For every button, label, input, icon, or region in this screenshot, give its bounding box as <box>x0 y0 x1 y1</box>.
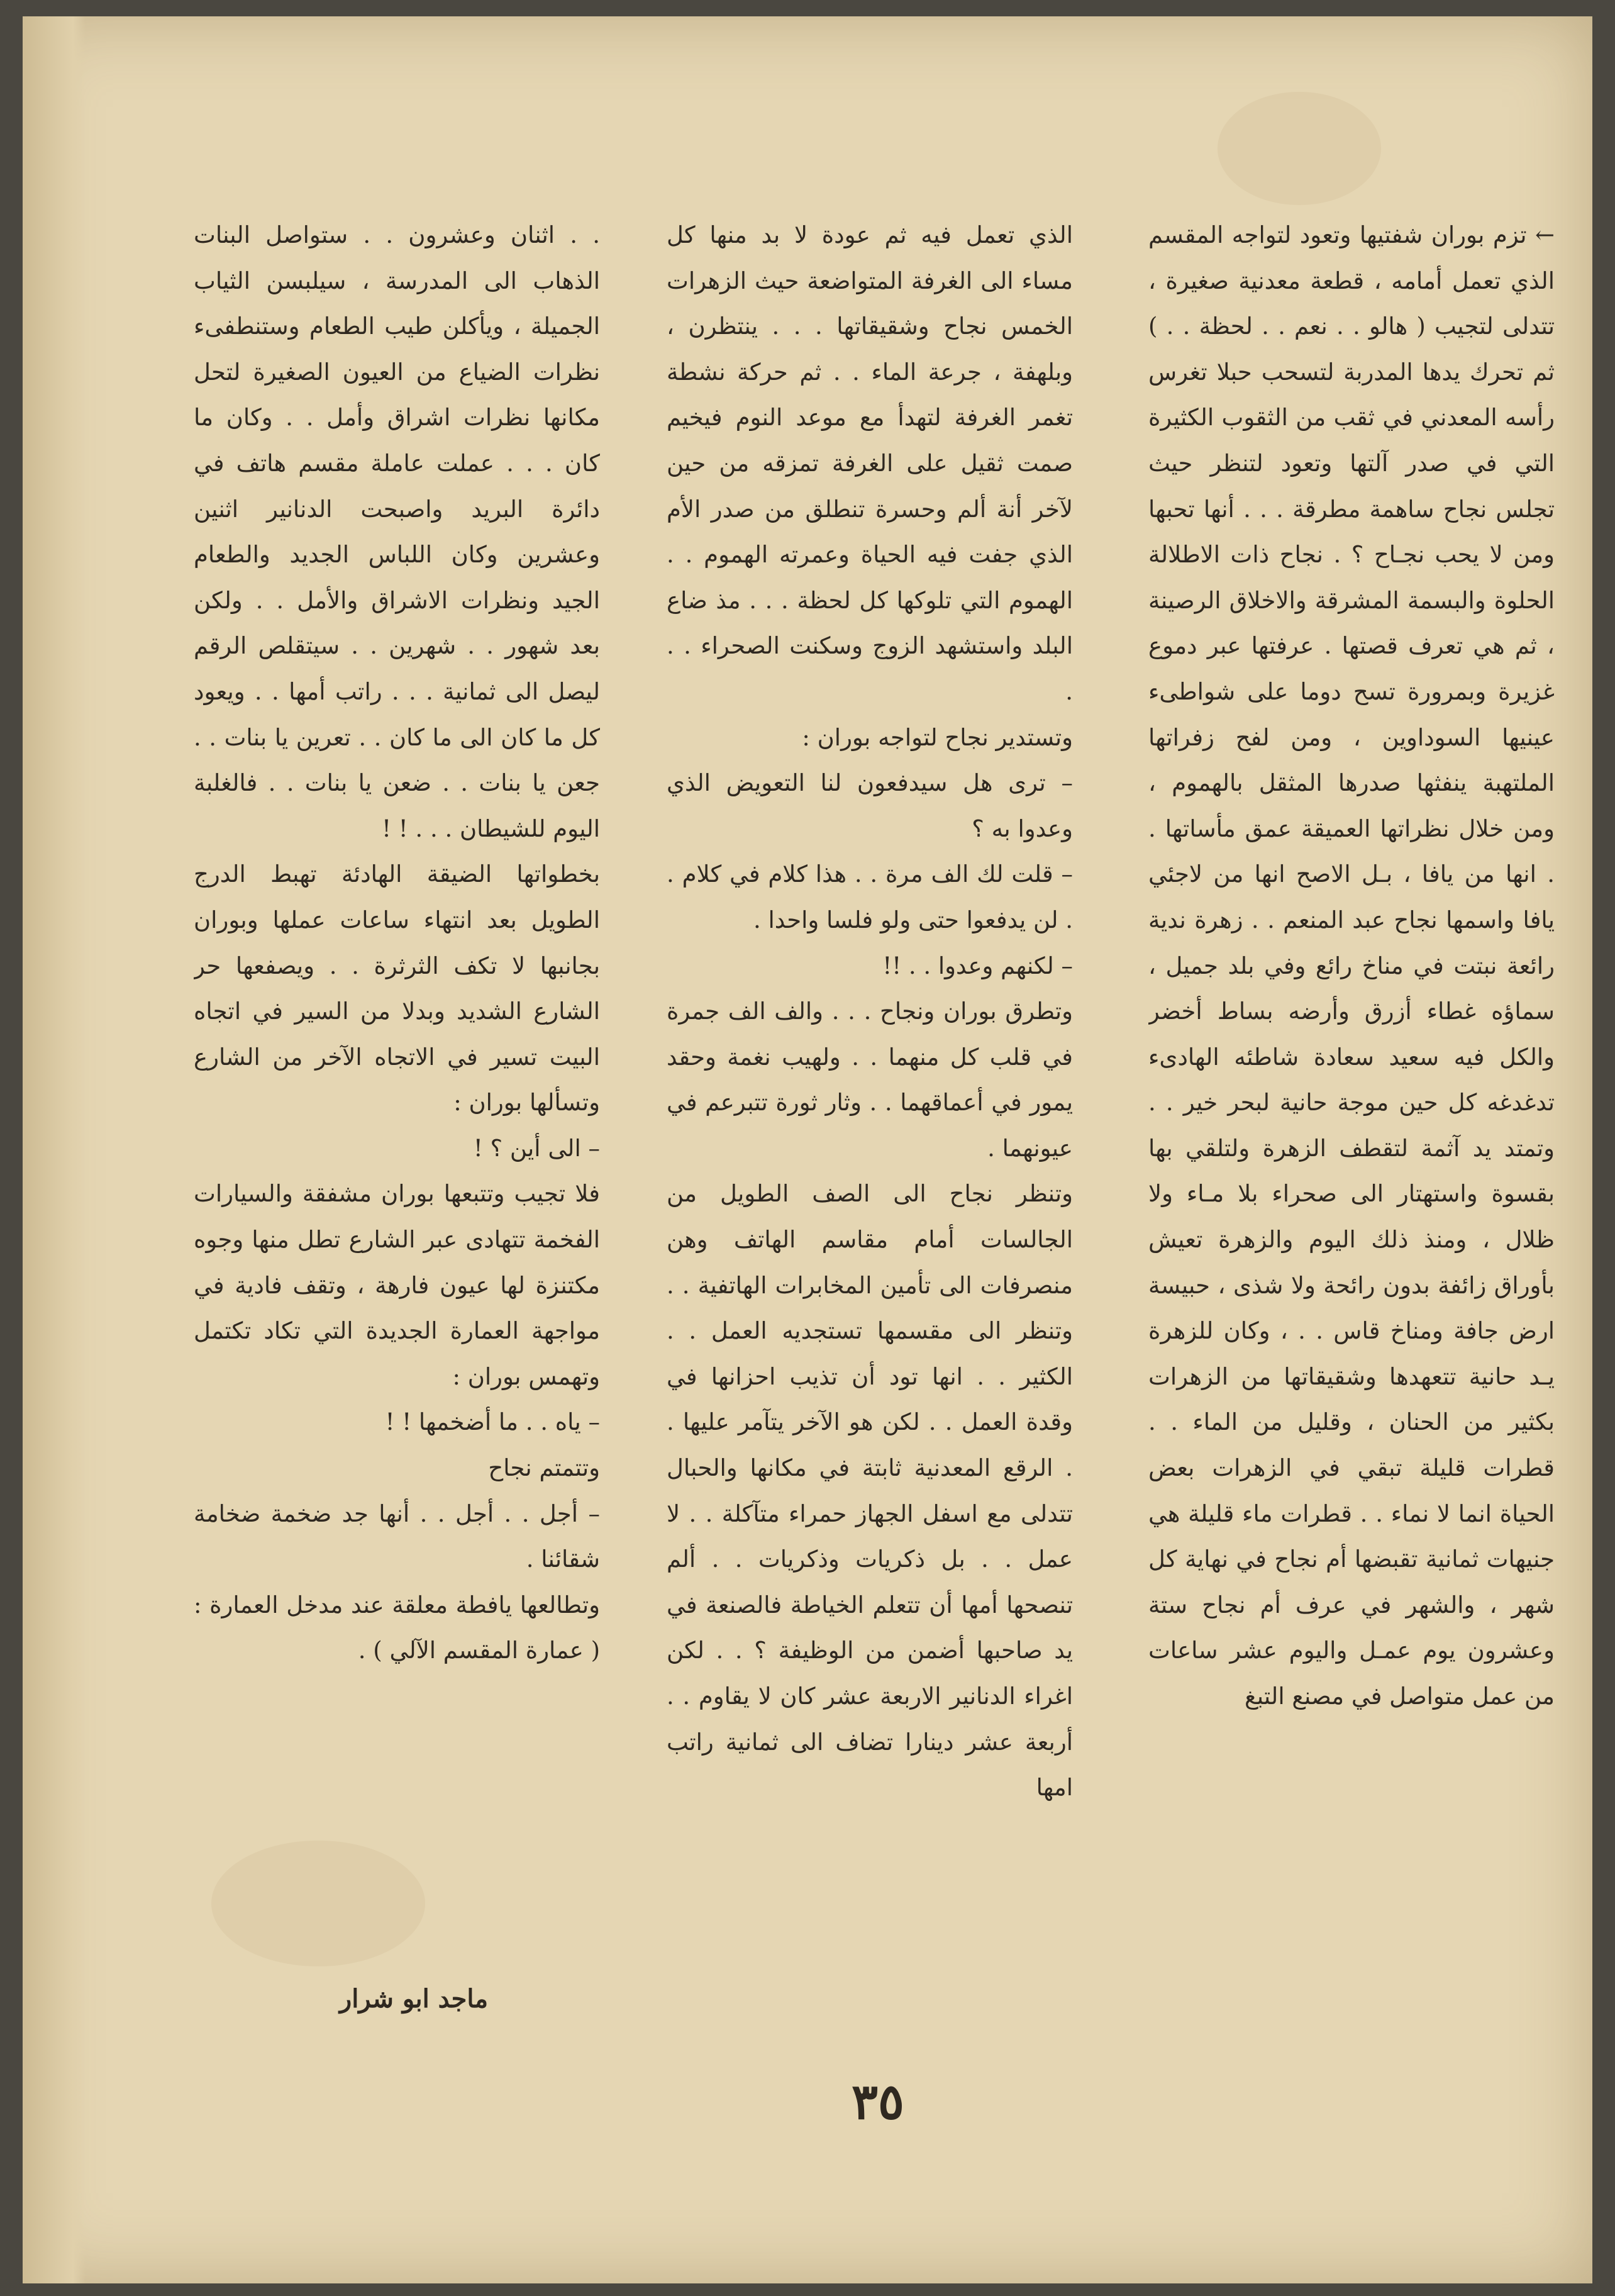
article-column-middle <box>667 213 1073 1892</box>
paragraph: فلا تجيب وتتبعها بوران مشفقة والسيارات الفخمة تتهادى عبر الشارع تطل منها وجوه مكتنزة لها عيون فارهة ، وتقف فادية في مواجهة العمارة الجديدة التي تكاد تكتمل وتهمس بوران : <box>194 1180 600 1390</box>
paragraph: . . اثنان وعشرون . . ستواصل البنات الذهاب الى المدرسة ، سيلبسن الثياب الجميلة ، ويأكلن طيب الطعام وستنطفىء نظرات الضياع من العيون الصغيرة لتحل مكانها نظرات اشراق وأمل . . وكان ما كان . . . عملت عاملة مقسم هاتف في دائرة البريد واصبحت الدنانير اثنين وعشرين وكان اللباس الجديد والطعام الجيد ونظرات الاشراق والأمل . . ولكن بعد شهور . . شهرين . . سيتقلص الرقم ليصل الى ثمانية . . . راتب أمها . . ويعود كل ما كان الى ما كان . . تعرين يا بنات . . جعن يا بنات . . ضعن يا بنات . . فالغلبة اليوم للشيطان . . . ! ! <box>194 221 600 842</box>
paragraph: وتطرق بوران ونجاح . . . والف الف جمرة في قلب كل منهما . . ولهيب نغمة وحقد يمور في أعماقهما . . وثار ثورة تتبرعم في عيونهما . <box>667 998 1073 1162</box>
dialogue-line: – قلت لك الف مرة . . هذا كلام في كلام . . لن يدفعوا حتى ولو فلسا واحدا . <box>667 861 1073 933</box>
paragraph: وتطالعها يافطة معلقة عند مدخل العمارة : ( عمارة المقسم الآلي ) . <box>194 1591 600 1664</box>
dialogue-line: – ترى هل سيدفعون لنا التعويض الذي وعدوا به ؟ <box>667 769 1073 842</box>
dialogue-line: – ياه . . ما أضخمها ! ! <box>385 1408 600 1436</box>
magazine-page <box>23 16 1592 2283</box>
author-signature: ماجد ابو شرار <box>339 1984 488 2014</box>
paragraph: وتتمتم نجاح <box>488 1454 600 1482</box>
paragraph: الذي تعمل فيه ثم عودة لا بد منها كل مساء الى الغرفة المتواضعة حيث الزهرات الخمس نجاح وشقيقاتها . . . ينتظرن ، وبلهفة ، جرعة الماء . . ثم حركة نشطة تغمر الغرفة لتهدأ مع موعد النوم فيخيم صمت ثقيل على الغرفة تمزقه من حين لآخر أنة ألم وحسرة تنطلق من صدر الأم الذي جفت فيه الحياة وعمرته الهموم . . الهموم التي تلوكها كل لحظة . . . مذ ضاع البلد واستشهد الزوج وسكنت الصحراء . . . <box>667 221 1073 705</box>
dialogue-line: – الى أين ؟ ! <box>473 1134 600 1162</box>
article-column-left <box>194 213 600 1892</box>
paragraph: بخطواتها الضيقة الهادئة تهبط الدرج الطويل بعد انتهاء ساعات عملها وبوران بجانبها لا تكف الثرثرة . . ويصفعها حر الشارع الشديد وبدلا من السير في اتجاه البيت تسير في الاتجاه الآخر من الشارع وتسألها بوران : <box>194 861 600 1117</box>
dialogue-line: – أجل . . أجل . . أنها جد ضخمة ضخامة شقائنا . <box>194 1500 600 1573</box>
paragraph: ← تزم بوران شفتيها وتعود لتواجه المقسم الذي تعمل أمامه ، قطعة معدنية صغيرة ، تتدلى لتجيب ( هالو . . نعم . . لحظة . . ) ثم تحرك يدها المدربة لتسحب حبلا تغرس رأسه المعدني في ثقب من الثقوب الكثيرة التي في صدر آلتها وتعود لتنظر حيث تجلس نجاح ساهمة مطرقة . . . أنها تحبها ومن لا يحب نجـاح ؟ . نجاح ذات الاطلالة الحلوة والبسمة المشرقة والاخلاق الرصينة ، ثم هي تعرف قصتها . عرفتها عبر دموع غزيرة وبمرورة تسح دوما على شواطىء عينيها السوداوين ، ومن لفح زفراتها الملتهبة ينفثها صدرها المثقل بالهموم ، ومن خلال نظراتها العميقة عمق مأساتها . . انها من يافا ، بـل الاصح انها من لاجئي يافا واسمها نجاح عبد المنعم . . زهرة ندية رائعة نبتت في مناخ رائع وفي بلد جميل ، سماؤه غطاء أزرق وأرضه بساط أخضر والكل فيه سعيد سعادة شاطئه الهادىء تدغدغه كل حين موجة حانية لبحر خير . . وتمتد يد آثمة لتقطف الزهرة ولتلقي بها بقسوة واستهتار الى صحراء بلا مـاء ولا ظلال ، ومنذ ذلك اليوم والزهرة تعيش بأوراق زائفة بدون رائحة ولا شذى ، حبيسة ارض جافة ومناخ قاس . . ، وكان للزهرة يـد حانية تتعهدها وشقيقاتها من الزهرات بكثير من الحنان ، وقليل من الماء . . قطرات قليلة تبقي في الزهرات بعض الحياة انما لا نماء . . قطرات ماء قليلة هي جنيهات ثمانية تقبضها أم نجاح في نهاية كل شهر ، والشهر في عرف أم نجاح ستة وعشرون يوم عمـل واليوم عشر ساعات من عمل متواصل في مصنع التبغ <box>1148 221 1555 1710</box>
paper-stain <box>1218 92 1381 205</box>
dialogue-line: – لكنهم وعدوا . . !! <box>882 952 1073 979</box>
article-column-right <box>1148 213 1555 1892</box>
page-number: ٣٥ <box>852 2073 904 2131</box>
paragraph: وتستدير نجاح لتواجه بوران : <box>802 723 1073 751</box>
paragraph: وتنظر نجاح الى الصف الطويل من الجالسات أمام مقاسم الهاتف وهن منصرفات الى تأمين المخابرات الهاتفية . . وتنظر الى مقسمها تستجديه العمل . . الكثير . . انها تود أن تذيب احزانها في وقدة العمل . . لكن هو الآخر يتآمر عليها . . الرقع المعدنية ثابتة في مكانها والحبال تتدلى مع اسفل الجهاز حمراء متآكلة . . لا عمل . . بل ذكريات وذكريات . . ألم تنصحها أمها أن تتعلم الخياطة فالصنعة في يد صاحبها أضمن من الوظيفة ؟ . . لكن اغراء الدنانير الاربعة عشر كان لا يقاوم . . أربعة عشر دينارا تضاف الى ثمانية راتب امها <box>667 1180 1073 1802</box>
page-binding-edge <box>23 16 86 2283</box>
